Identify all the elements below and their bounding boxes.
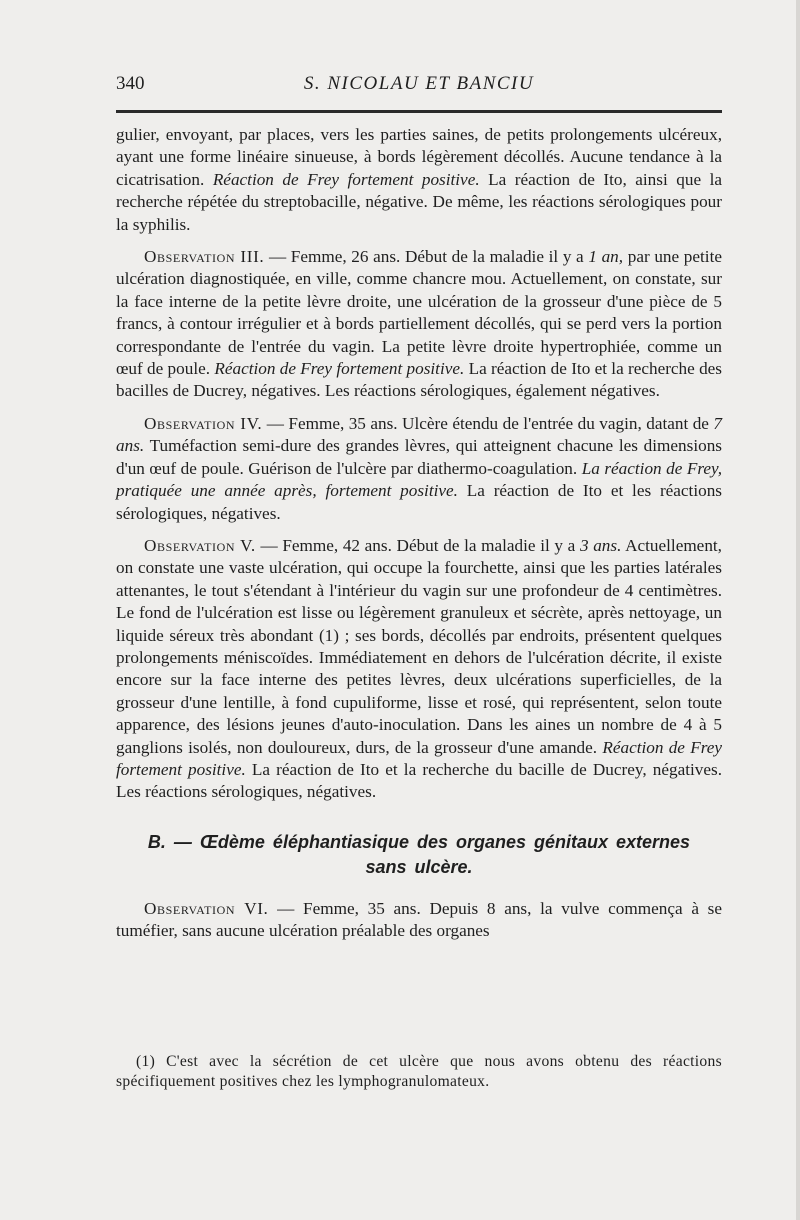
observation-4: Observation IV. — Femme, 35 ans. Ulcère étendu de l'entrée du vagin, datant de 7 ans. Tuméfaction semi-dure des grandes lèvres, qui atteignent chacune les dimensions d'un œuf de poule. Guérison de l'ulcère par diathermo-coagulation. La réaction de Frey, pratiquée une année après, fortement positive. La réaction de Ito et les réactions sérologiques, négatives. [116, 413, 722, 523]
observation-3: Observation III. — Femme, 26 ans. Début de la maladie il y a 1 an, par une petite ulcération diagnostiquée, en ville, comme chancre mou. Actuellement, on constate, sur la face interne de la petite lèvre droite, une ulcération de la grosseur d'une pièce de 5 francs, à contour irrégulier et à bords partiellement décollés, qui se perd vers la portion correspondante de l'entrée du vagin. La petite lèvre droite hypertrophiée, comme un œuf de poule. Réaction de Frey fortement positive. La réaction de Ito et la recherche des bacilles de Ducrey, négatives. Les réactions sérologiques, également négatives. [116, 247, 722, 401]
footnote: (1) C'est avec la sécrétion de cet ulcère que nous avons obtenu des réactions spécifiquement positives chez les lymphogranulomateux. [116, 1052, 722, 1091]
body-text [116, 124, 722, 943]
header-rule [116, 110, 722, 113]
page-edge-shadow [796, 0, 800, 1220]
page-number: 340 [116, 73, 145, 94]
observation-label: Observation IV. [144, 413, 263, 433]
observation-label: Observation III. [144, 247, 265, 267]
paragraph-intro: gulier, envoyant, par places, vers les parties saines, de petits prolongements ulcéreux, ayant une forme linéaire sinueuse, à bords légèrement décollés. Aucune tendance à la cicatrisation. Réaction de Frey fortement positive. La réaction de Ito, ainsi que la recherche répétée du streptobacille, négative. De même, les réactions sérologiques pour la syphilis. [116, 125, 722, 234]
section-heading-b: B. — Œdème éléphantiasique des organes génitaux externes sans ulcère. [147, 831, 691, 877]
observation-5: Observation V. — Femme, 42 ans. Début de la maladie il y a 3 ans. Actuellement, on constate une vaste ulcération, qui occupe la fourchette, ainsi que les parties latérales attenantes, le tout s'étendant à l'intérieur du vagin sur une profondeur de 4 centimètres. Le fond de l'ulcération est lisse ou légèrement granuleux et sécrète, après nettoyage, un liquide séreux très abondant (1) ; ses bords, décollés par endroits, présentent quelques prolongements méniscoïdes. Immédiatement en dehors de l'ulcération décrite, il existe encore sur la face interne des petites lèvres, deux ulcérations superficielles, de la grosseur d'une lentille, à fond cupuliforme, lisse et rosé, qui représentent, selon toute apparence, des lésions jeunes d'auto-inoculation. Dans les aines un nombre de 4 à 5 ganglions isolés, non douloureux, durs, de la grosseur d'une amande. Réaction de Frey fortement positive. La réaction de Ito et la recherche du bacille de Ducrey, négatives. Les réactions sérologiques, négatives. [116, 535, 722, 802]
running-title: S. NICOLAU ET BANCIU [303, 73, 535, 94]
page-header [116, 73, 722, 103]
observation-6: Observation VI. — Femme, 35 ans. Depuis 8 ans, la vulve commença à se tuméfier, sans aucune ulcération préalable des organes [116, 898, 722, 941]
observation-label: Observation VI. [144, 898, 269, 918]
observation-label: Observation V. [144, 535, 256, 555]
